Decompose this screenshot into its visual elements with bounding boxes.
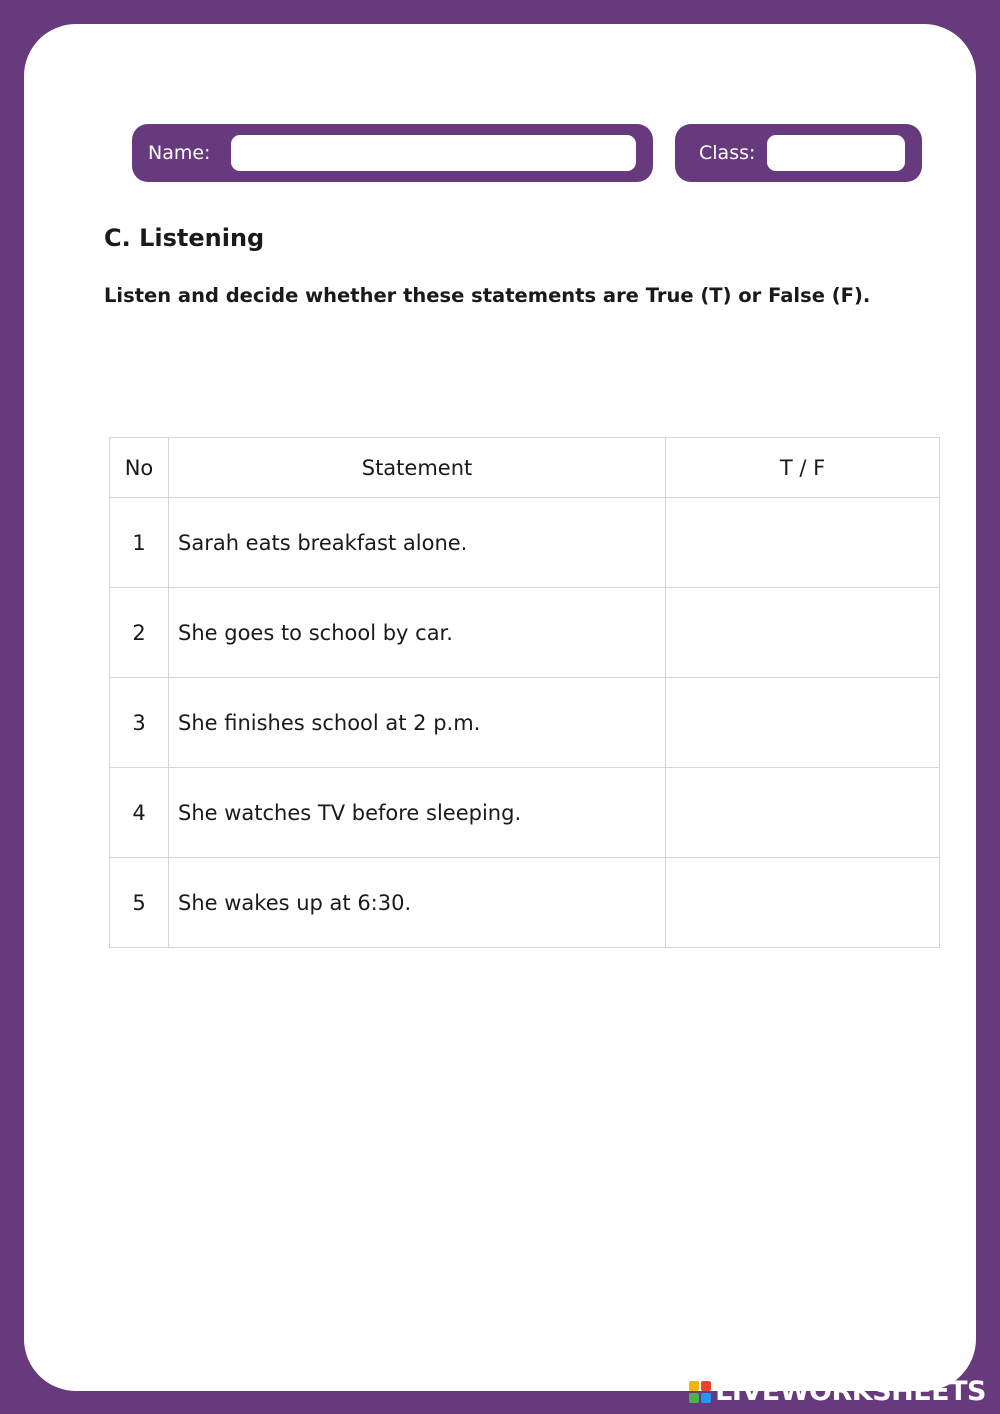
logo-square-green — [689, 1393, 699, 1403]
answer-cell — [666, 858, 940, 948]
logo-square-blue — [701, 1393, 711, 1403]
answer-cell — [666, 588, 940, 678]
row-number: 1 — [110, 498, 169, 588]
liveworksheets-logo — [689, 1376, 986, 1407]
instructions-text: Listen and decide whether these statements are True (T) or False (F). — [104, 284, 871, 307]
answer-input[interactable] — [678, 515, 928, 570]
statement-text: She watches TV before sleeping. — [169, 768, 666, 858]
name-label: Name: — [148, 142, 211, 164]
logo-square-yellow — [689, 1381, 699, 1391]
row-number: 4 — [110, 768, 169, 858]
answer-input[interactable] — [678, 695, 928, 750]
statement-text: She goes to school by car. — [169, 588, 666, 678]
header-statement: Statement — [169, 438, 666, 498]
name-input[interactable] — [231, 135, 636, 171]
answer-cell — [666, 498, 940, 588]
class-box — [675, 124, 922, 182]
table-header-row — [110, 438, 940, 498]
answer-input[interactable] — [678, 875, 928, 930]
statement-text: Sarah eats breakfast alone. — [169, 498, 666, 588]
worksheet-page — [24, 24, 976, 1391]
answer-input[interactable] — [678, 785, 928, 840]
header-true-false: T / F — [666, 438, 940, 498]
name-box — [132, 124, 653, 182]
header-no: No — [110, 438, 169, 498]
liveworksheets-logo-icon — [689, 1381, 711, 1403]
row-number: 2 — [110, 588, 169, 678]
answer-input[interactable] — [678, 605, 928, 660]
table-row — [110, 678, 940, 768]
statement-text: She finishes school at 2 p.m. — [169, 678, 666, 768]
class-input[interactable] — [767, 135, 905, 171]
section-title: C. Listening — [104, 224, 265, 252]
table-row — [110, 858, 940, 948]
row-number: 5 — [110, 858, 169, 948]
table-row — [110, 498, 940, 588]
row-number: 3 — [110, 678, 169, 768]
class-label: Class: — [699, 142, 756, 164]
table-row — [110, 768, 940, 858]
true-false-table — [109, 437, 940, 948]
answer-cell — [666, 768, 940, 858]
logo-text: LIVEWORKSHEETS — [715, 1376, 986, 1407]
logo-square-red — [701, 1381, 711, 1391]
statement-text: She wakes up at 6:30. — [169, 858, 666, 948]
table-row — [110, 588, 940, 678]
answer-cell — [666, 678, 940, 768]
